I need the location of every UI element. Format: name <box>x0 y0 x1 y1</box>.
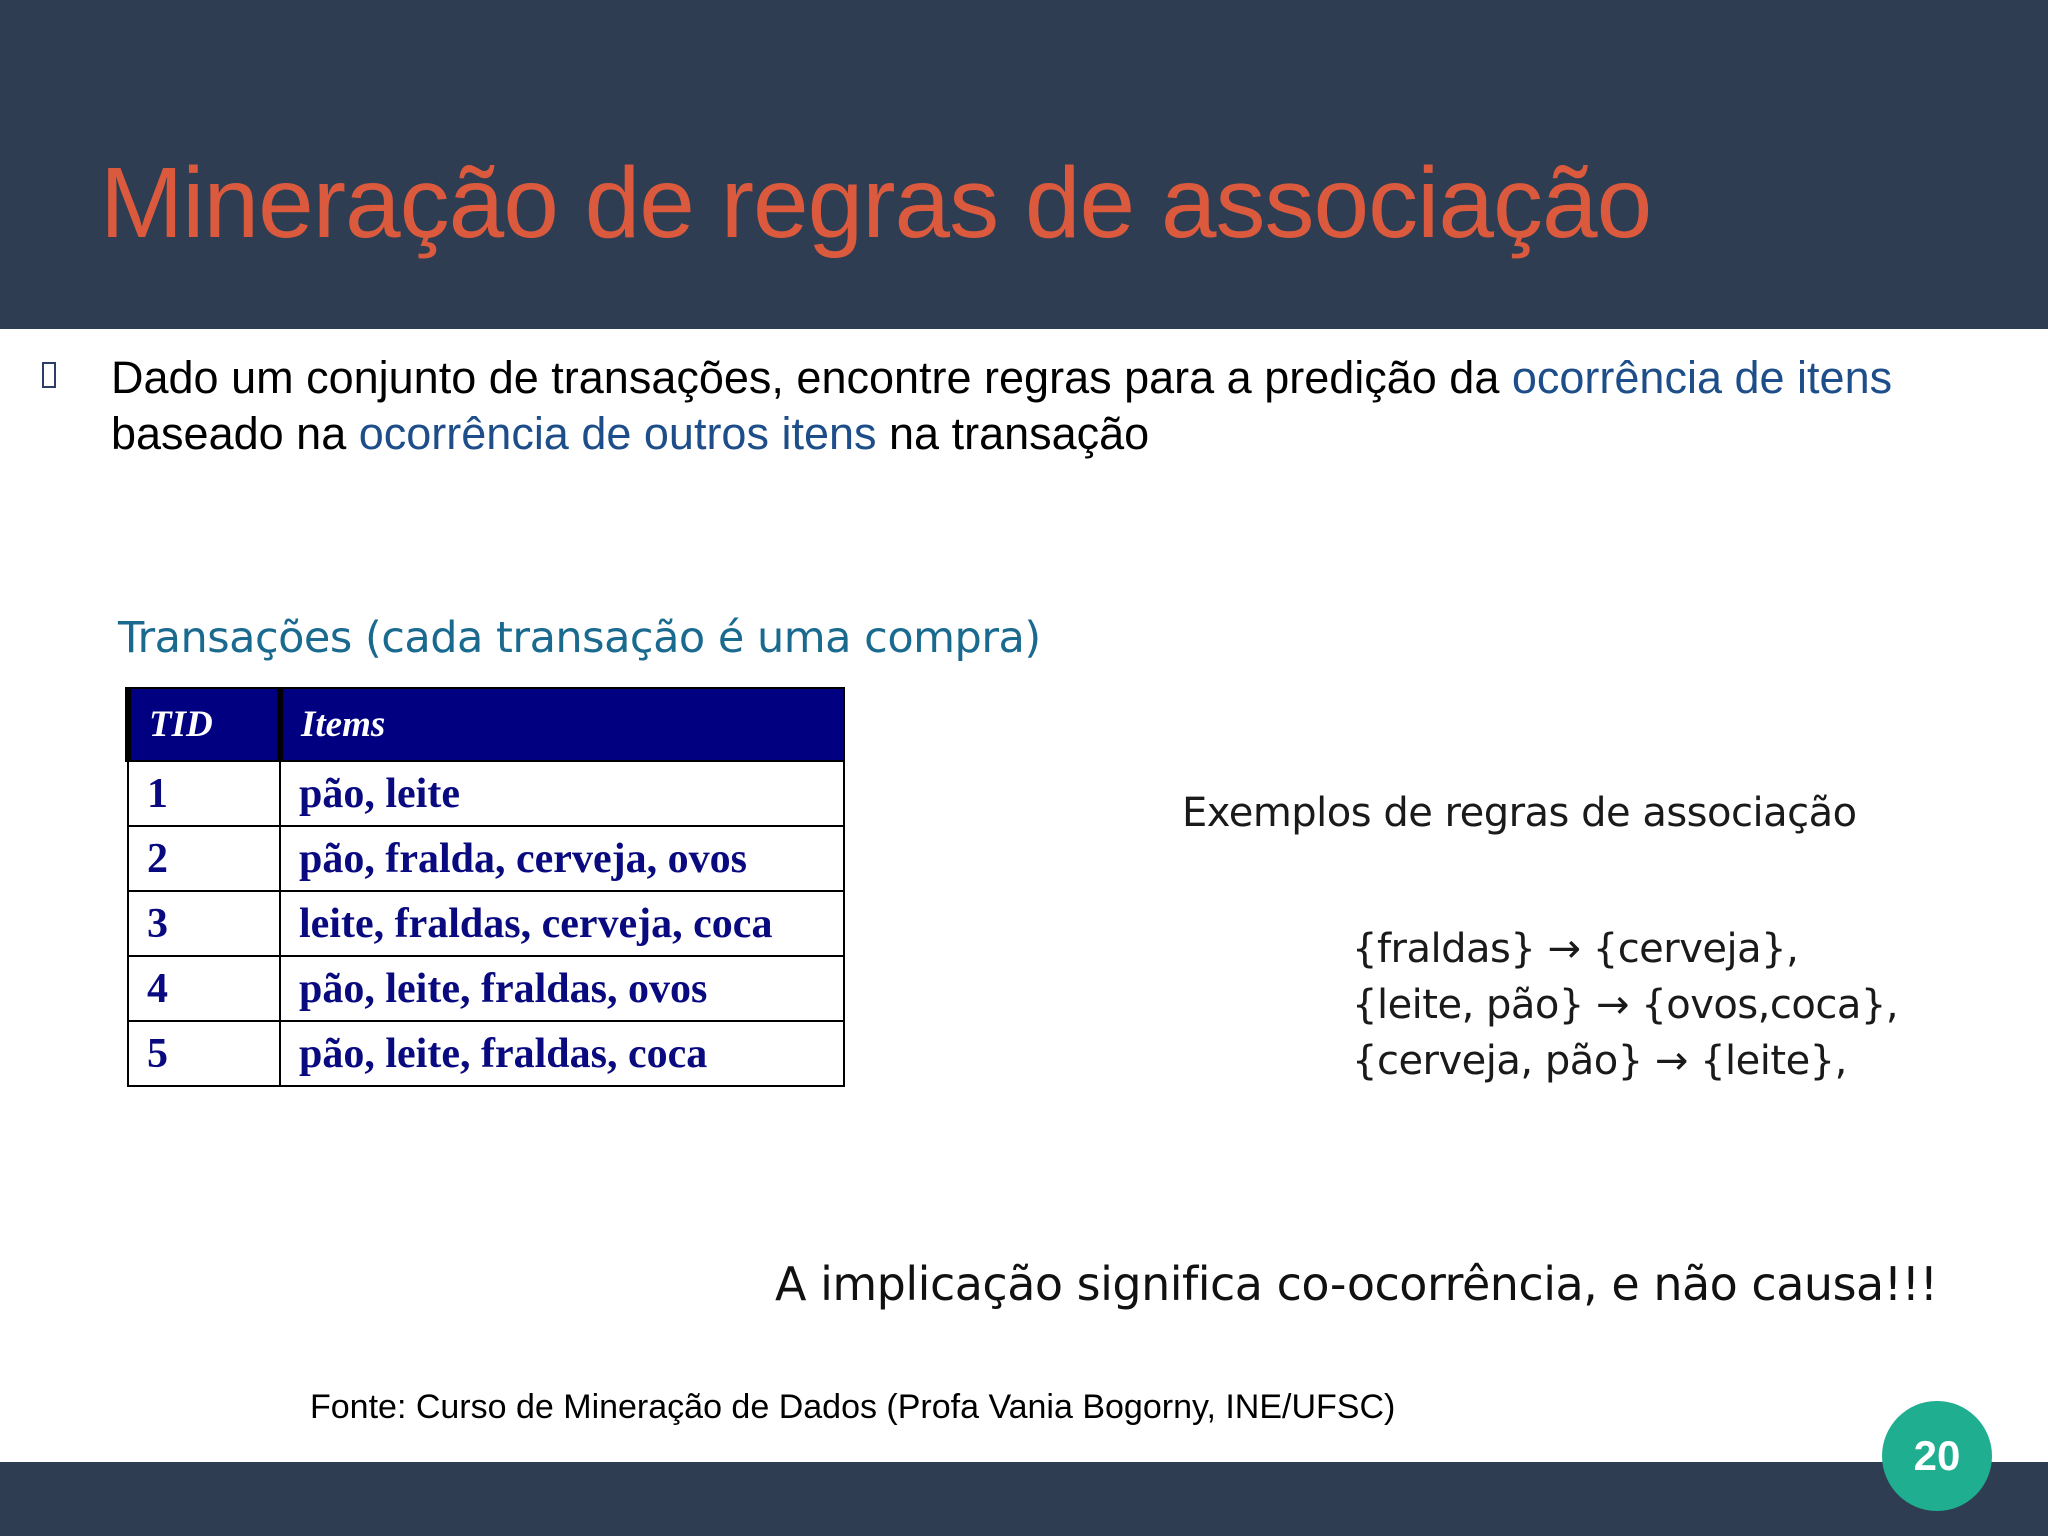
header-cell-tid: TID <box>128 688 280 761</box>
rules-heading: Exemplos de regras de associação <box>1182 790 1857 836</box>
page-number-badge: 20 <box>1882 1401 1992 1511</box>
table-row <box>128 1021 844 1086</box>
rule-item: {leite, pão} → {ovos,coca}, <box>1352 982 1899 1028</box>
tid-cell: 4 <box>128 956 280 1021</box>
bullet-highlight-2: ocorrência de outros itens <box>358 408 877 459</box>
items-cell: pão, fralda, cerveja, ovos <box>280 826 844 891</box>
table-row <box>128 761 844 826</box>
rules-list <box>1352 921 1898 1089</box>
bullet-text-part-3: na transação <box>876 408 1150 459</box>
table-header-row <box>128 688 844 761</box>
table-row <box>128 826 844 891</box>
header-cell-items: Items <box>280 688 844 761</box>
transactions-table <box>125 687 845 1087</box>
bullet-paragraph <box>111 350 1961 462</box>
tid-cell: 2 <box>128 826 280 891</box>
tid-cell: 5 <box>128 1021 280 1086</box>
bullet-text-part-1: Dado um conjunto de transações, encontre regras para a predição da <box>111 352 1512 403</box>
items-cell: pão, leite <box>280 761 844 826</box>
slide-title: Mineração de regras de associação <box>100 147 1652 259</box>
items-cell: pão, leite, fraldas, coca <box>280 1021 844 1086</box>
bullet-highlight-1: ocorrência de itens <box>1511 352 1893 403</box>
source-citation: Fonte: Curso de Mineração de Dados (Profa Vania Bogorny, INE/UFSC) <box>310 1388 1396 1426</box>
items-cell: leite, fraldas, cerveja, coca <box>280 891 844 956</box>
tid-cell: 1 <box>128 761 280 826</box>
footer-bar <box>0 1462 2048 1536</box>
items-cell: pão, leite, fraldas, ovos <box>280 956 844 1021</box>
bullet-text-part-2: baseado na <box>111 408 359 459</box>
tid-cell: 3 <box>128 891 280 956</box>
table-row <box>128 891 844 956</box>
rule-item: {cerveja, pão} → {leite}, <box>1352 1038 1847 1084</box>
table-caption: Transações (cada transação é uma compra) <box>118 613 1041 663</box>
square-bullet-icon <box>42 362 56 388</box>
table-row <box>128 956 844 1021</box>
rule-item: {fraldas} → {cerveja}, <box>1352 926 1799 972</box>
implication-note: A implicação significa co-ocorrência, e não causa!!! <box>775 1257 1938 1311</box>
